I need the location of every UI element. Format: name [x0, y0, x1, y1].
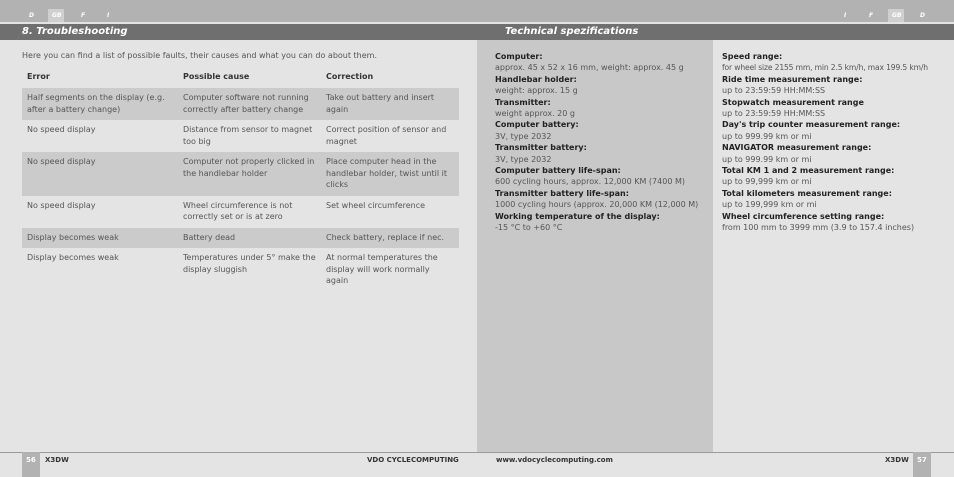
cell-correction: Take out battery and insert again [321, 88, 459, 120]
lang-gb-right: GB [892, 12, 902, 19]
spec-value: 600 cycling hours, approx. 12,000 KM (7400 M) [495, 177, 685, 187]
spec-value: for wheel size 2155 mm, min 2.5 km/h, max 199.5 km/h [722, 63, 928, 73]
lang-d-right: D [920, 12, 925, 19]
model-name-left: X3DW [45, 456, 69, 464]
spec-column-2 [722, 51, 947, 234]
spec-value: -15 °C to +60 °C [495, 223, 563, 233]
cell-error: Half segments on the display (e.g. after a battery change) [22, 88, 178, 120]
lang-i-right: I [844, 12, 847, 19]
spec-column-1 [495, 51, 707, 234]
footer-page-box-right [913, 452, 931, 477]
cell-error: No speed display [27, 125, 96, 134]
header-error: Error [27, 72, 50, 81]
cell-correction: Set wheel circumference [326, 200, 426, 210]
spec-label: Wheel circumference setting range: [722, 211, 885, 221]
lang-gb-left: GB [52, 12, 62, 19]
spec-label: Ride time measurement range: [722, 74, 863, 84]
spec-label: NAVIGATOR measurement range: [722, 143, 872, 153]
section-bar-left [0, 24, 477, 40]
header-cause: Possible cause [183, 72, 250, 81]
header-correction: Correction [326, 72, 374, 81]
spec-label: Computer battery life-span: [495, 166, 621, 176]
cell-correction: Correct position of sensor and magnet [326, 125, 447, 146]
cell-cause: Temperatures under 5° make the display sluggish [183, 253, 316, 274]
spec-label: Total KM 1 and 2 measurement range: [722, 166, 895, 176]
spec-value: up to 999.99 km or mi [722, 154, 812, 164]
spec-value: 3V, type 2032 [495, 131, 552, 141]
spec-label: Transmitter battery: [495, 143, 587, 153]
spec-label: Stopwatch measurement range [722, 97, 864, 107]
technical-spec-title: Technical spezifications [505, 26, 639, 37]
cell-cause: Battery dead [178, 228, 321, 249]
spec-label: Computer battery: [495, 120, 579, 130]
spec-label: Computer: [495, 52, 543, 61]
spec-value: up to 23:59:59 HH:MM:SS [722, 86, 826, 96]
cell-cause: Wheel circumference is not correctly set or is at zero [183, 200, 293, 221]
spec-label: Speed range: [722, 52, 783, 61]
cell-cause: Distance from sensor to magnet too big [183, 125, 313, 146]
page-number-right: 57 [917, 456, 927, 464]
spec-value: up to 23:59:59 HH:MM:SS [722, 109, 826, 119]
cell-cause: Computer software not running correctly after battery change [178, 88, 321, 120]
cell-error: No speed display [27, 200, 96, 210]
cell-correction: Place computer head in the handlebar holder, twist until it clicks [321, 152, 459, 196]
cell-cause: Computer not properly clicked in the handlebar holder [178, 152, 321, 196]
lang-d-left: D [29, 12, 34, 19]
spec-value: weight approx. 20 g [495, 109, 575, 119]
spec-value: up to 199,999 km or mi [722, 200, 817, 210]
intro-text: Here you can find a list of possible faults, their causes and what you can do about them. [22, 51, 377, 60]
spec-value: 3V, type 2032 [495, 154, 552, 164]
troubleshooting-table [22, 68, 459, 292]
table-row [22, 196, 459, 228]
language-bar-right [477, 0, 954, 22]
spec-value: up to 999.99 km or mi [722, 131, 812, 141]
lang-i-left: I [107, 12, 110, 19]
troubleshooting-title: 8. Troubleshooting [22, 26, 128, 37]
spec-label: Transmitter: [495, 97, 551, 107]
lang-f-left: F [81, 12, 86, 19]
spec-value: from 100 mm to 3999 mm (3.9 to 157.4 inches) [722, 223, 915, 233]
table-row [22, 88, 459, 120]
spec-label: Working temperature of the display: [495, 211, 660, 221]
spec-value: 1000 cycling hours (approx. 20,000 KM (12,000 M) [495, 200, 699, 210]
table-header-row [22, 68, 459, 88]
table-row [22, 228, 459, 249]
table-row [22, 152, 459, 196]
spec-value: weight: approx. 15 g [495, 86, 578, 96]
cell-error: Display becomes weak [27, 253, 119, 262]
brand-name: VDO CYCLECOMPUTING [367, 456, 459, 464]
lang-tab-gb-left [48, 9, 64, 22]
table-row [22, 120, 459, 152]
spec-value: approx. 45 x 52 x 16 mm, weight: approx. 45 g [495, 63, 684, 73]
spec-label: Total kilometers measurement range: [722, 188, 892, 198]
lang-f-right: F [869, 12, 874, 19]
spec-label: Transmitter battery life-span: [495, 188, 629, 198]
lang-tab-gb-right [888, 9, 904, 22]
cell-correction: At normal temperatures the display will work normally again [326, 253, 438, 285]
cell-correction: Check battery, replace if nec. [321, 228, 459, 249]
website-url: www.vdocyclecomputing.com [496, 456, 613, 464]
spec-label: Handlebar holder: [495, 74, 577, 84]
language-bar-left [0, 0, 477, 22]
footer-line [0, 452, 954, 453]
spec-value: up to 99,999 km or mi [722, 177, 812, 187]
page-number-left: 56 [26, 456, 36, 464]
cell-error: No speed display [22, 152, 178, 196]
section-bar-right [477, 24, 954, 40]
cell-error: Display becomes weak [22, 228, 178, 249]
footer-page-box-left [22, 452, 40, 477]
model-name-right: X3DW [885, 456, 909, 464]
table-row [22, 248, 459, 292]
spec-label: Day's trip counter measurement range: [722, 120, 901, 130]
